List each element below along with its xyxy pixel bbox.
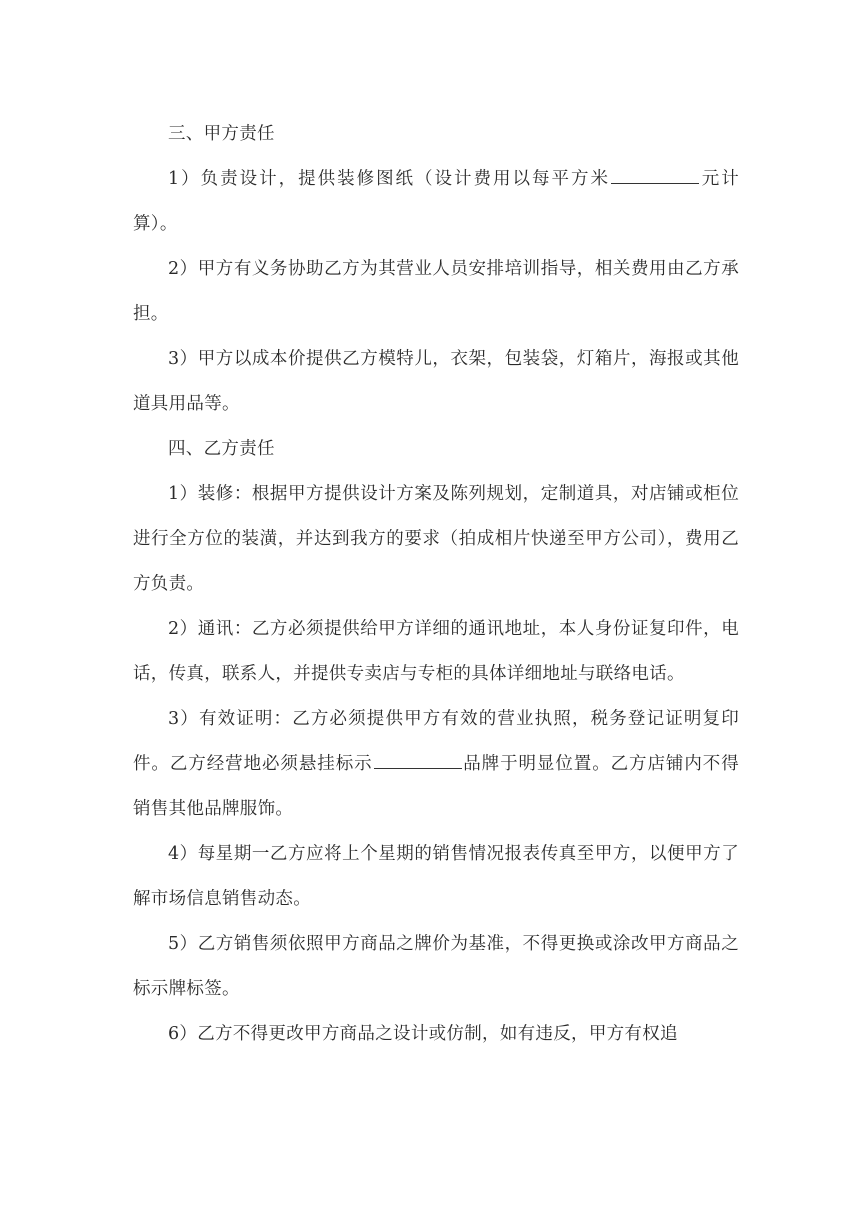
party-b-item-1: 1）装修：根据甲方提供设计方案及陈列规划，定制道具，对店铺或柜位进行全方位的装潢，并达到我方的要求（拍成相片快递至甲方公司），费用乙方负责。	[133, 484, 739, 594]
party-a-item-1	[133, 157, 739, 247]
fill-in-blank-brand[interactable]	[374, 751, 462, 770]
party-a-item-1-text-end: 元计算）。	[133, 169, 739, 234]
document-body	[133, 112, 739, 1057]
party-b-item-4: 4）每星期一乙方应将上个星期的销售情况报表传真至甲方，以便甲方了解市场信息销售动态。	[133, 844, 739, 909]
section-heading-party-b-duties: 四、乙方责任	[168, 439, 275, 459]
section-heading-party-a-duties: 三、甲方责任	[168, 124, 275, 144]
party-a-item-2: 2）甲方有义务协助乙方为其营业人员安排培训指导，相关费用由乙方承担。	[133, 259, 739, 324]
party-a-item-3: 3）甲方以成本价提供乙方模特儿，衣架，包装袋，灯箱片，海报或其他道具用品等。	[133, 349, 739, 414]
party-a-item-1-text: 1）负责设计，提供装修图纸（设计费用以每平方米	[168, 169, 610, 189]
party-b-item-3-text: 3）有效证明：乙方必须提供甲方有效的营业执照，税务登记证明复印件。乙方经营地必须悬挂标示	[133, 709, 739, 774]
party-b-item-5: 5）乙方销售须依照甲方商品之牌价为基准，不得更换或涂改甲方商品之标示牌标签。	[133, 934, 739, 999]
party-b-item-3-text-end: 品牌于明显位置。乙方店铺内不得销售其他品牌服饰。	[133, 754, 740, 819]
party-b-item-2: 2）通讯：乙方必须提供给甲方详细的通讯地址，本人身份证复印件，电话，传真，联系人，并提供专卖店与专柜的具体详细地址与联络电话。	[133, 619, 739, 684]
party-b-item-3	[133, 697, 739, 832]
fill-in-blank-design-fee[interactable]	[611, 166, 699, 185]
party-b-item-6: 6）乙方不得更改甲方商品之设计或仿制，如有违反，甲方有权追	[168, 1024, 678, 1044]
